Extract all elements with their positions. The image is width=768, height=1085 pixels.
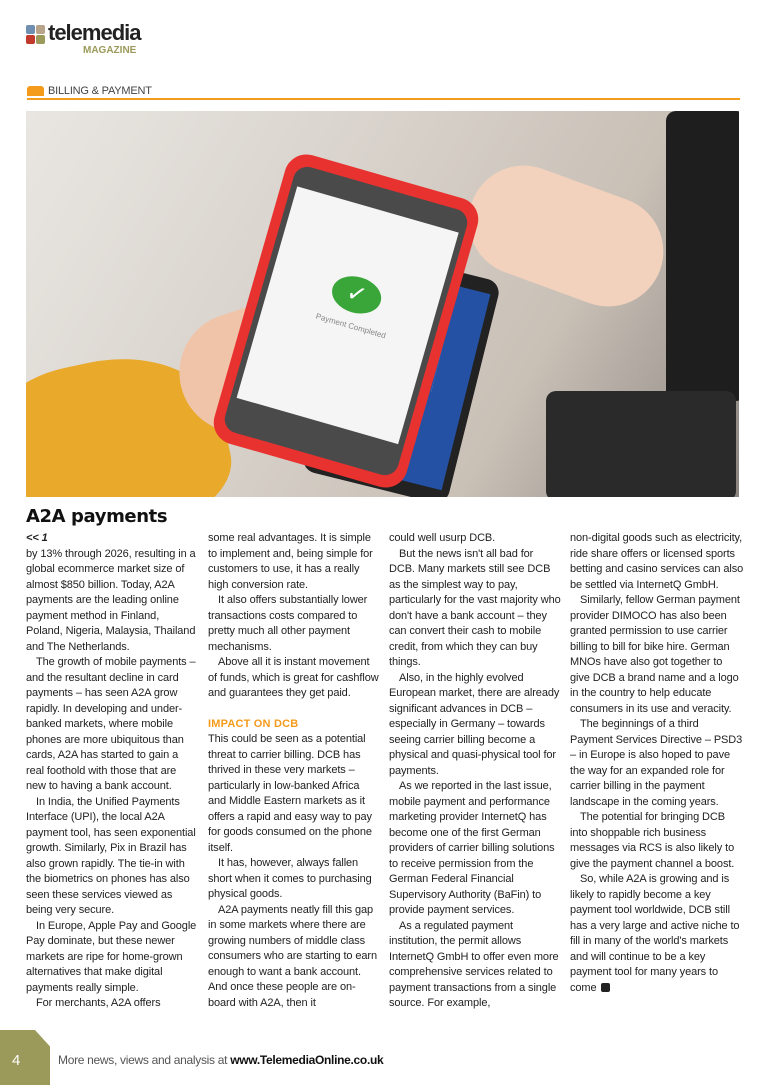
paragraph: As a regulated payment institution, the permit allows InternetQ GmbH to offer even more comprehensive services related to payment transactions from a single source. For example, bbox=[389, 919, 559, 1009]
paragraph: In Europe, Apple Pay and Google Pay dominate, but these newer markets are ripe for home-grown alternatives that make digital payments really simple. bbox=[26, 919, 197, 994]
footer bbox=[58, 1053, 383, 1068]
column-2 bbox=[208, 531, 380, 1011]
page-tab bbox=[0, 1030, 50, 1085]
paragraph: So, while A2A is growing and is likely to rapidly become a key payment tool worldwide, DCB still has a very large and active niche to fill in many of the world's markets and will continue to be a key payment tool for many years to come bbox=[570, 873, 740, 994]
section-label bbox=[27, 84, 152, 98]
paragraph: non-digital goods such as electricity, ride share offers or licensed sports betting and casino services can also be settled via InternetQ GmbH. bbox=[570, 532, 744, 591]
column-3 bbox=[389, 531, 561, 1012]
paragraph: Similarly, fellow German payment provider DIMOCO has also been granted permission to use carrier billing to bill for bike hire. German MNOs have also got together to give DCB a brand name and a logo in the country to help educate consumers in its use and veracity. bbox=[570, 594, 740, 715]
section-text: BILLING & PAYMENT bbox=[48, 85, 152, 97]
paragraph: Above all it is instant movement of funds, which is great for cashflow and guarantees they get paid. bbox=[208, 656, 379, 699]
paragraph: The growth of mobile payments – and the resultant decline in card payments – has seen A2A grow rapidly. In developing and under-banked markets, where mobile phones are more ubiquitous than cards, A2A has started to gain a real foothold with those that are new to having a bank account. bbox=[26, 656, 196, 792]
footer-text: More news, views and analysis at bbox=[58, 1053, 231, 1067]
column-1 bbox=[26, 531, 198, 1012]
section-divider bbox=[27, 98, 740, 100]
continued-marker: << 1 bbox=[26, 532, 48, 544]
paragraph: Also, in the highly evolved European market, there are already significant advances in DCB – especially in Germany – towards seeing carrier billing become a physical and quasi-physical tool for payments. bbox=[389, 671, 560, 777]
tablet bbox=[666, 111, 739, 401]
article-photo bbox=[26, 111, 739, 497]
telemedia-logo bbox=[26, 22, 156, 58]
paragraph: In India, the Unified Payments Interface (UPI), the local A2A payment tool, has seen exponential growth. Similarly, Pix in Brazil has also grown rapidly. The tie-in with the biometrics on phones has also seen these services viewed as being very secure. bbox=[26, 795, 196, 916]
logo-mark-icon bbox=[26, 25, 46, 45]
paragraph: This could be seen as a potential threat to carrier billing. DCB has thrived in these very markets – particularly in low-banked Africa and Middle Eastern markets as it offers a rapid and easy way to pay for goods consumed on the phone itself. bbox=[208, 733, 372, 854]
subheading: IMPACT ON DCB bbox=[208, 717, 299, 730]
page-number: 4 bbox=[12, 1052, 21, 1069]
paragraph: The potential for bringing DCB into shoppable rich business messages via RCS is also likely to give the payment channel a boost. bbox=[570, 811, 735, 870]
paragraph: some real advantages. It is simple to implement and, being simple for customers to use, it has a really high conversion rate. bbox=[208, 532, 373, 591]
paragraph: could well usurp DCB. bbox=[389, 532, 496, 544]
card-reader bbox=[546, 391, 736, 497]
paragraph: It also offers substantially lower transactions costs compared to pretty much all other payment mechanisms. bbox=[208, 594, 368, 653]
check-icon: ✓ bbox=[328, 271, 386, 319]
article-title: A2A payments bbox=[26, 506, 168, 527]
column-4 bbox=[570, 531, 744, 996]
paragraph: But the news isn't all bad for DCB. Many markets still see DCB as the simplest way to pay, particularly for the vast majority who don't have a bank account – they can convert their cash to mobile credit, from which they can buy things. bbox=[389, 547, 561, 668]
paragraph: The beginnings of a third Payment Services Directive – PSD3 – in Europe is also hoped to pave the way for an expanded role for carrier billing in the payment landscape in the coming years. bbox=[570, 718, 743, 808]
paragraph: by 13% through 2026, resulting in a global ecommerce market size of almost $850 billion. Today, A2A payments are the leading online payment method in Finland, Poland, Nigeria, Malaysia, Thailand and The Netherlands. bbox=[26, 547, 196, 653]
section-tab-icon bbox=[27, 86, 44, 96]
paragraph: For merchants, A2A offers bbox=[36, 997, 161, 1009]
end-mark-icon bbox=[601, 983, 610, 992]
logo-sub: MAGAZINE bbox=[83, 45, 137, 56]
paragraph: A2A payments neatly fill this gap in some markets where there are growing numbers of middle class consumers who are starting to earn enough to want a bank account. And once these people are on-board with A2A, then it bbox=[208, 903, 378, 1009]
screen-text: Payment Completed bbox=[314, 311, 387, 341]
paragraph: It has, however, always fallen short when it comes to purchasing physical goods. bbox=[208, 857, 372, 900]
logo-name: telemedia bbox=[48, 20, 141, 45]
footer-url[interactable]: www.TelemediaOnline.co.uk bbox=[230, 1053, 384, 1067]
paragraph: As we reported in the last issue, mobile payment and performance marketing provider InternetQ has become one of the first German providers of carrier billing solutions to receive permission from the German Federal Financial Supervisory Authority (BaFin) to provide payment services. bbox=[389, 780, 555, 916]
